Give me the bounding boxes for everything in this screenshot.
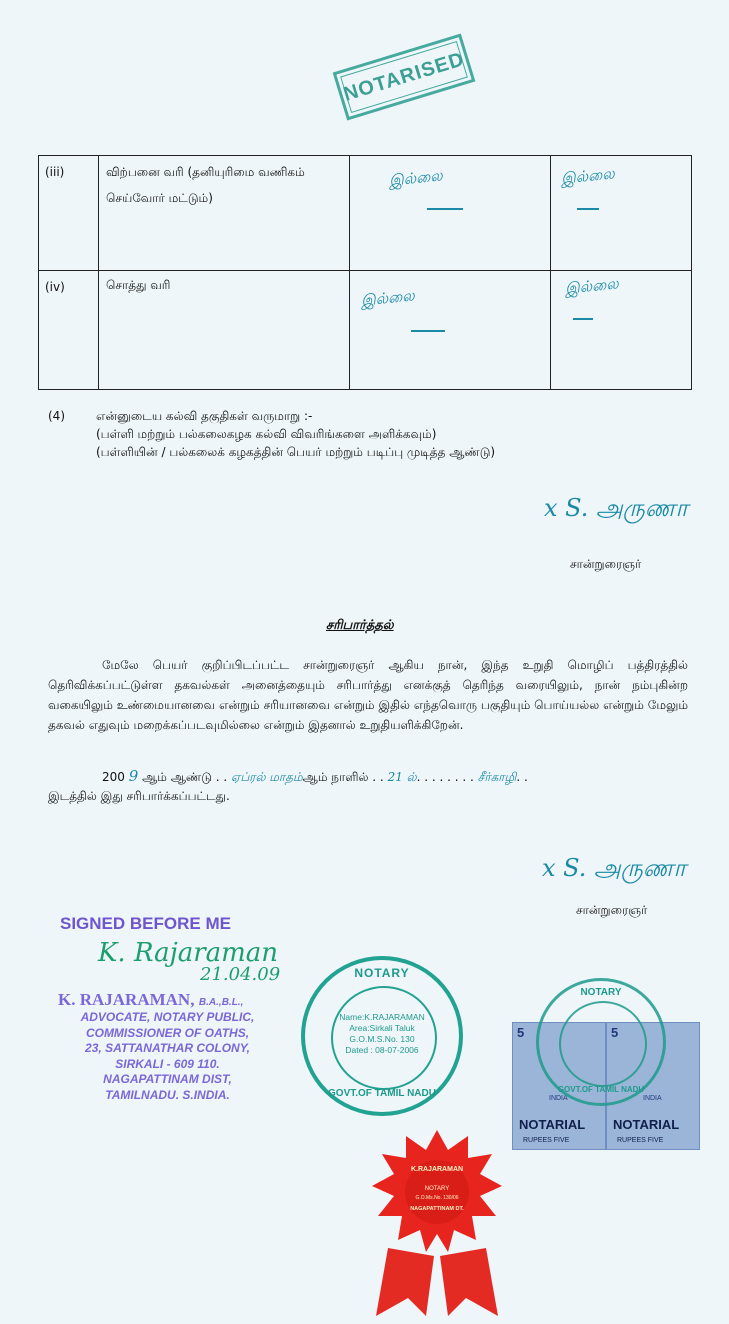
year-suffix: ஆம் ஆண்டு . .	[138, 770, 228, 784]
notary-block	[50, 912, 300, 1112]
tax-table	[38, 155, 692, 390]
seal-top: NOTARY	[354, 966, 410, 980]
notary-line6: TAMILNADU. S.INDIA.	[105, 1087, 230, 1102]
deponent-signature: x S. அருணா	[542, 854, 686, 882]
day-handwritten: 21 ல்	[387, 770, 417, 784]
handwritten-dash	[411, 330, 445, 332]
handwritten-dash	[573, 318, 593, 320]
handwritten-nil: இல்லை	[360, 286, 416, 310]
notarised-stamp	[333, 34, 476, 121]
notary-line1: ADVOCATE, NOTARY PUBLIC,	[80, 1010, 255, 1024]
verification-text: மேலே பெயர் குறிப்பிடப்பட்ட சான்றுரைஞர் ஆகிய நான், இந்த உறுதி மொழிப் பத்திரத்தில் தெரிவிக்கப்பட்டுள்ள தகவல்கள் அனைத்தையும் சரிபார்த்து எனக்குத் தெரிந்த வரையிலும், நான் நம்புகின்ற வகையிலும் உண்மையானவை என்றும் சரியானவை என்றும் இதில் எந்தவொரு பகுதியும் பொய்யல்ல என்றும் மேலும் தகவல் எதுவும் மறைக்கப்படவுமில்லை என்றும் இதனால் உறுதியளிக்கிறேன்.	[48, 658, 688, 732]
notary-line4: SIRKALI - 609 110.	[115, 1056, 220, 1071]
verification-line2: இடத்தில் இது சரிபார்க்கப்பட்டது.	[48, 789, 230, 803]
section-title: என்னுடைய கல்வி தகுதிகள் வருமாறு :-	[96, 409, 313, 423]
deponent-label: சான்றுரைஞர்	[570, 557, 642, 571]
handwritten-dash	[427, 208, 463, 210]
row-label-line2: செய்வோர் மட்டும்)	[106, 191, 213, 205]
seal-goms: G.O.M.S.No. 130	[349, 1034, 415, 1044]
wax-seal	[368, 1128, 506, 1320]
day-prefix: ஆம் நாளில் . .	[302, 770, 384, 784]
wax-seal-title: NOTARY	[424, 1186, 450, 1192]
notarised-text: NOTARISED	[340, 47, 467, 106]
seal-top: NOTARY	[580, 987, 622, 998]
section-line2: (பள்ளி மற்றும் பல்கலைகழக கல்வி விவரிங்களை அளிக்கவும்)	[96, 427, 437, 441]
stamp-label: NOTARIAL	[613, 1117, 680, 1132]
wax-seal-place: NAGAPATTINAM DT.	[410, 1206, 464, 1212]
stamp-country: INDIA	[549, 1095, 568, 1102]
notary-name-line	[58, 990, 243, 1010]
row-number: (iv)	[45, 280, 65, 294]
year-digit-handwritten: 9	[128, 767, 139, 785]
notary-signature: K. Rajaraman	[98, 938, 279, 968]
end-dots: . .	[516, 770, 528, 784]
month-handwritten: ஏப்ரல் மாதம்	[230, 770, 303, 784]
section-line3: (பள்ளியின் / பல்கலைக் கழகத்தின் பெயர் மற்றும் படிப்பு முடித்த ஆண்டு)	[96, 445, 496, 459]
row-label-line1: சொத்து வரி	[106, 278, 171, 292]
wax-seal-graphic	[368, 1128, 506, 1320]
verification-paragraph	[48, 655, 688, 735]
notary-quals: B.A.,B.L.,	[198, 997, 244, 1008]
row-label-line1: விற்பனை வரி (தனியுரிமை வணிகம்	[106, 165, 305, 179]
stamp-value: RUPEES FIVE	[617, 1137, 664, 1144]
notary-name: K. RAJARAMAN,	[58, 990, 195, 1009]
notary-date: 21.04.09	[200, 964, 281, 985]
place-dots: . . . . . . . .	[416, 770, 474, 784]
seal-area: Area:Sirkali Taluk	[349, 1023, 415, 1033]
notary-line2: COMMISSIONER OF OATHS,	[85, 1025, 250, 1040]
handwritten-nil: இல்லை	[564, 274, 620, 298]
stamp-country: INDIA	[643, 1095, 662, 1102]
notary-line3: 23, SATTANATHAR COLONY,	[85, 1041, 250, 1055]
wax-seal-goms: G.O.Ms.No. 130/06	[415, 1195, 459, 1201]
row-number: (iii)	[45, 165, 65, 179]
notary-round-seal-overlay	[536, 978, 666, 1106]
seal-bottom: GOVT.OF TAMIL NADU	[557, 1085, 645, 1094]
section-number: (4)	[48, 409, 65, 423]
handwritten-nil: இல்லை	[388, 166, 444, 190]
deponent-signature: x S. அருணா	[544, 494, 688, 522]
table-row	[39, 156, 691, 270]
table-row	[39, 270, 691, 389]
verification-date-line	[102, 768, 528, 786]
deponent-signature-block	[540, 488, 725, 573]
deponent-signature-block	[540, 850, 725, 920]
seal-dated: Dated : 08-07-2006	[345, 1045, 419, 1055]
stamp-label: NOTARIAL	[519, 1117, 586, 1132]
stamp-value: RUPEES FIVE	[523, 1137, 570, 1144]
place-handwritten: சீர்காழி	[477, 770, 517, 784]
notary-line5: NAGAPATTINAM DIST,	[103, 1072, 232, 1086]
verification-heading: சரிபார்த்தல்	[326, 618, 394, 633]
wax-seal-name: K.RAJARAMAN	[410, 1166, 464, 1173]
notary-round-seal	[301, 956, 463, 1116]
stamp-denom: 5	[517, 1025, 525, 1040]
seal-name: Name:K.RAJARAMAN	[339, 1012, 425, 1022]
year-prefix: 200	[102, 770, 125, 784]
handwritten-nil: இல்லை	[560, 164, 616, 188]
seal-bottom: GOVT.OF TAMIL NADU	[328, 1088, 436, 1099]
stamp-denom: 5	[611, 1025, 619, 1040]
handwritten-dash	[577, 208, 599, 210]
signed-before-me: SIGNED BEFORE ME	[60, 914, 231, 933]
deponent-label: சான்றுரைஞர்	[576, 903, 648, 917]
